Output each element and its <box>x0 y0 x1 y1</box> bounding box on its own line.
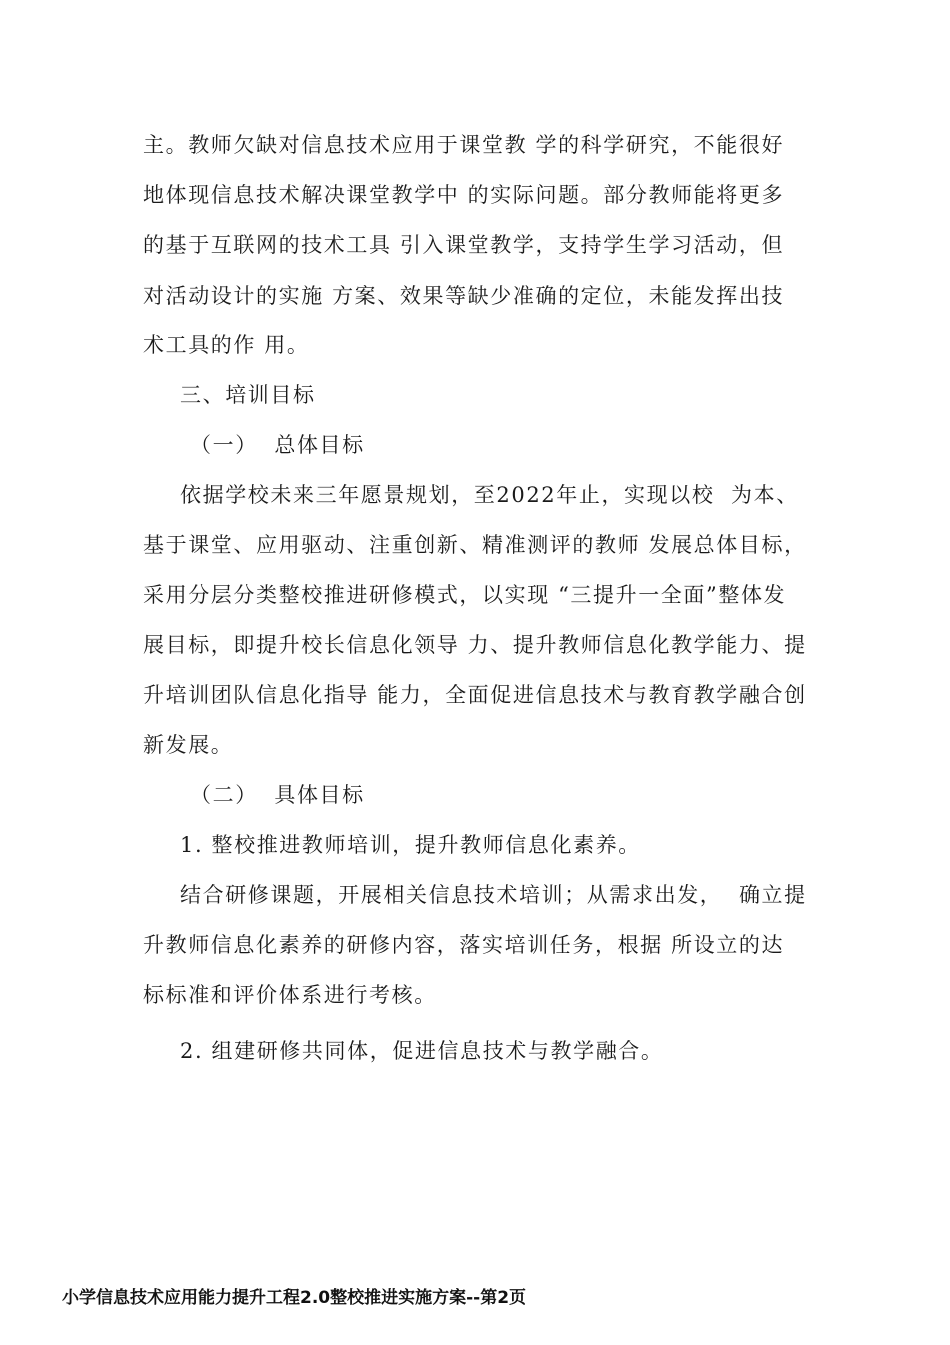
paragraph-line: 升培训团队信息化指导 能力，全面促进信息技术与教育教学融合创 <box>143 683 807 707</box>
paragraph-line: 主。教师欠缺对信息技术应用于课堂教 学的科学研究，不能很好 <box>143 133 785 157</box>
paragraph-line: 展目标，即提升校长信息化领导 力、提升教师信息化教学能力、提 <box>143 633 807 657</box>
subsection-heading: （一） 总体目标 <box>190 433 365 457</box>
paragraph-line: 地体现信息技术解决课堂教学中 的实际问题。部分教师能将更多 <box>143 183 785 207</box>
paragraph-line: 对活动设计的实施 方案、效果等缺少准确的定位，未能发挥出技 <box>143 284 785 308</box>
paragraph-line: 升教师信息化素养的研修内容，落实培训任务，根据 所设立的达 <box>143 933 785 957</box>
list-item: 2. 组建研修共同体，促进信息技术与教学融合。 <box>180 1039 664 1063</box>
paragraph-line: 的基于互联网的技术工具 引入课堂教学，支持学生学习活动，但 <box>143 233 785 257</box>
paragraph-line: 结合研修课题，开展相关信息技术培训；从需求出发， 确立提 <box>180 883 807 907</box>
paragraph-line: 新发展。 <box>143 733 234 757</box>
paragraph-line: 标标准和评价体系进行考核。 <box>143 983 437 1007</box>
paragraph-line: 基于课堂、应用驱动、注重创新、精准测评的教师 发展总体目标， <box>143 533 807 557</box>
paragraph-line: 术工具的作 用。 <box>143 333 310 357</box>
subsection-heading: （二） 具体目标 <box>190 783 365 807</box>
list-item: 1. 整校推进教师培训，提升教师信息化素养。 <box>180 833 641 857</box>
paragraph-line: 依据学校未来三年愿景规划，至2022年止，实现以校 为本、 <box>180 483 799 507</box>
paragraph-line: 采用分层分类整校推进研修模式，以实现 “三提升一全面”整体发 <box>143 583 787 607</box>
page-footer: 小学信息技术应用能力提升工程2.0整校推进实施方案--第2页 <box>62 1288 527 1308</box>
section-heading: 三、培训目标 <box>180 383 316 407</box>
